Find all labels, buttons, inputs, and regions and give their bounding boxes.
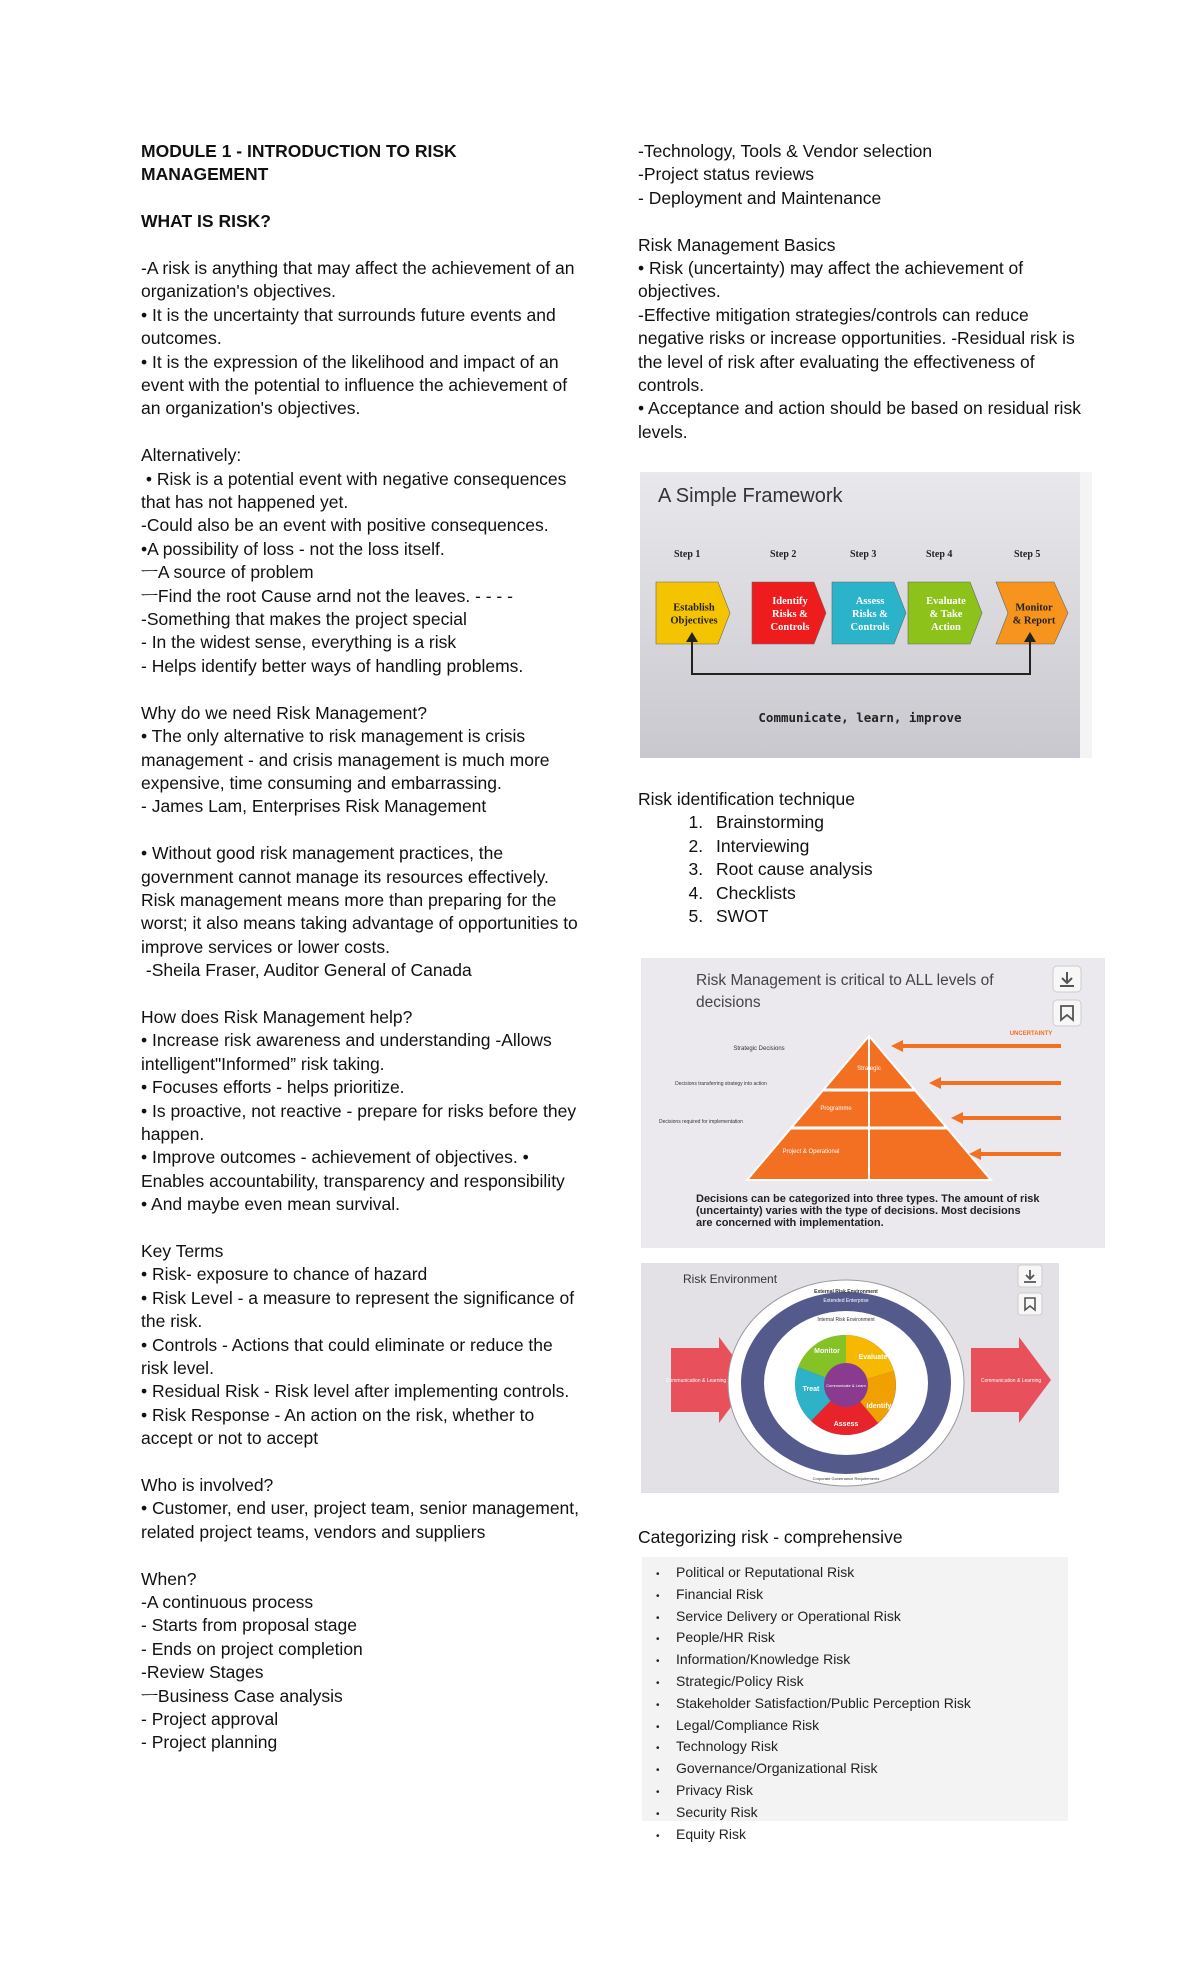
paragraph: ㅡA source of problem xyxy=(141,562,314,583)
category-text: Equity Risk xyxy=(676,1825,747,1842)
list-item: 3. Root cause analysis xyxy=(708,858,1098,881)
paragraph: •A possibility of loss - not the loss itself. xyxy=(141,538,445,559)
pyramid-caption: are concerned with implementation. xyxy=(696,1217,884,1229)
paragraph: • Risk- exposure to chance of hazard xyxy=(141,1264,428,1285)
paragraph: -Project status reviews xyxy=(638,164,815,185)
cycle-stage: Treat xyxy=(802,1386,820,1393)
who-heading: Who is involved? xyxy=(141,1475,274,1496)
bullet-icon: • xyxy=(656,1677,660,1689)
uncertainty-label: UNCERTAINTY xyxy=(1009,1031,1053,1037)
paragraph: • Risk Level - a measure to represent the significance of the risk. xyxy=(141,1287,575,1332)
key-terms-heading: Key Terms xyxy=(141,1240,224,1261)
paragraph: • It is the uncertainty that surrounds future events and outcomes. xyxy=(141,304,556,349)
step-text: Assess xyxy=(855,596,885,607)
identification-section xyxy=(638,788,1098,928)
cycle-center: Communicate & Learn xyxy=(826,1383,866,1388)
right-column xyxy=(638,140,1098,444)
step-text: Risks & xyxy=(852,609,888,620)
category-text: Security Risk xyxy=(676,1803,758,1820)
paragraph: - Helps identify better ways of handling problems. xyxy=(141,655,524,676)
what-is-risk-section xyxy=(141,257,581,421)
pyramid-caption: (uncertainty) varies with the type of decisions. Most decisions xyxy=(696,1205,1021,1217)
pyramid-left-label: Decisions transferring strategy into action xyxy=(675,1081,767,1087)
side-right-label: Communication & Learning xyxy=(980,1378,1042,1384)
paragraph: • Without good risk management practices, the government cannot manage its resources effectively. Risk management means more than preparing for the worst; it also means taking advantage of opportunities to improve services or lower costs. xyxy=(141,843,578,957)
paragraph: -Could also be an event with positive consequences. xyxy=(141,515,549,536)
list-item: 2. Interviewing xyxy=(708,835,1098,858)
category-item xyxy=(656,1607,1068,1629)
tier-label: Programme xyxy=(820,1106,852,1112)
download-icon[interactable] xyxy=(1018,1265,1042,1287)
step-text: Monitor xyxy=(1015,602,1053,614)
paragraph: -Sheila Fraser, Auditor General of Canada xyxy=(141,960,472,981)
list-item: 1. Brainstorming xyxy=(708,811,1098,834)
paragraph: -A risk is anything that may affect the achievement of an organization's objectives. xyxy=(141,258,575,302)
bottom-label: Corporate Governance Requirements xyxy=(812,1476,880,1481)
category-item xyxy=(656,1628,1068,1650)
paragraph: • And maybe even mean survival. xyxy=(141,1194,401,1215)
bullet-icon: • xyxy=(656,1634,660,1646)
paragraph: -A continuous process xyxy=(141,1592,314,1613)
step-label: Step 1 xyxy=(674,549,701,560)
step-text: Controls xyxy=(850,622,890,633)
category-item xyxy=(656,1672,1068,1694)
cycle-stage: Monitor xyxy=(814,1348,840,1355)
category-text: People/HR Risk xyxy=(676,1629,775,1646)
framework-title: A Simple Framework xyxy=(658,485,843,507)
bullet-icon: • xyxy=(656,1830,660,1842)
pyramid-title-1: Risk Management is critical to ALL levels of xyxy=(696,972,994,989)
category-text: Stakeholder Satisfaction/Public Perception Risk xyxy=(676,1694,971,1711)
pyramid-figure xyxy=(641,958,1105,1248)
category-item xyxy=(656,1737,1068,1759)
paragraph: - Deployment and Maintenance xyxy=(638,187,882,208)
bullet-icon: • xyxy=(656,1743,660,1755)
review-stages-continued xyxy=(638,140,1098,210)
environment-title: Risk Environment xyxy=(683,1272,778,1286)
bullet-icon: • xyxy=(656,1656,660,1668)
paragraph: ㅡFind the root Cause arnd not the leaves. - - - - xyxy=(141,585,513,606)
paragraph: • The only alternative to risk management is crisis management - and crisis management is much more expensive, time consuming and embarrassing. xyxy=(141,726,550,793)
step-text: Risks & xyxy=(772,609,808,620)
basics-heading: Risk Management Basics xyxy=(638,234,836,255)
category-item xyxy=(656,1585,1068,1607)
bullet-icon: • xyxy=(656,1612,660,1624)
paragraph: • Increase risk awareness and understanding -Allows intelligent"Informed” risk taking. xyxy=(141,1030,552,1074)
category-item xyxy=(656,1781,1068,1803)
how-section xyxy=(141,1006,581,1217)
category-text: Political or Reputational Risk xyxy=(676,1564,855,1580)
left-column xyxy=(141,140,581,1755)
category-text: Financial Risk xyxy=(676,1585,764,1602)
category-item xyxy=(656,1759,1068,1781)
paragraph: • Focuses efforts - helps prioritize. xyxy=(141,1077,405,1098)
cycle-stage: Evaluate xyxy=(858,1354,888,1361)
step-text: & Take xyxy=(929,609,963,620)
step-label: Step 5 xyxy=(1014,549,1041,560)
step-text: & Report xyxy=(1012,615,1056,627)
paragraph: • Risk (uncertainty) may affect the achievement of objectives. xyxy=(638,258,1024,302)
why-section xyxy=(141,702,581,819)
step-label: Step 2 xyxy=(770,549,797,560)
internal-label: Internal Risk Environment xyxy=(817,1317,875,1323)
when-section xyxy=(141,1568,581,1755)
category-text: Legal/Compliance Risk xyxy=(676,1716,820,1733)
category-item xyxy=(656,1803,1068,1825)
paragraph: - Project planning xyxy=(141,1732,278,1753)
category-text: Service Delivery or Operational Risk xyxy=(676,1607,901,1624)
pyramid-caption: Decisions can be categorized into three types. The amount of risk xyxy=(696,1193,1040,1205)
paragraph: - In the widest sense, everything is a risk xyxy=(141,632,457,653)
paragraph: • Improve outcomes - achievement of objectives. • Enables accountability, transparency and responsibility xyxy=(141,1147,565,1191)
pyramid-left-label: Strategic Decisions xyxy=(733,1046,785,1052)
identification-list xyxy=(638,811,1098,928)
quote-section xyxy=(141,842,581,982)
paragraph: - Starts from proposal stage xyxy=(141,1615,357,1636)
tier-label: Project & Operational xyxy=(782,1149,840,1155)
paragraph: ㅡBusiness Case analysis xyxy=(141,1685,343,1706)
alternatively-heading: Alternatively: xyxy=(141,445,242,466)
step-text: Identify xyxy=(772,596,808,607)
paragraph: -Review Stages xyxy=(141,1662,264,1683)
paragraph: • Controls - Actions that could eliminate or reduce the risk level. xyxy=(141,1334,553,1379)
tier-label: Strategic xyxy=(857,1066,881,1072)
paragraph: • It is the expression of the likelihood and impact of an event with the potential to influence the achievement of an organization's objectives. xyxy=(141,351,568,419)
pyramid-left-label: Decisions required for implementation xyxy=(659,1119,743,1125)
paragraph: • Acceptance and action should be based on residual risk levels. xyxy=(638,398,1081,442)
key-terms-section xyxy=(141,1240,581,1451)
paragraph: • Is proactive, not reactive - prepare for risks before they happen. xyxy=(141,1100,577,1144)
when-heading: When? xyxy=(141,1568,197,1589)
paragraph: -Technology, Tools & Vendor selection xyxy=(638,141,933,161)
paragraph: • Risk is a potential event with negative consequences that has not happened yet. xyxy=(141,468,572,513)
categorizing-heading: Categorizing risk - comprehensive xyxy=(638,1527,903,1547)
category-text: Privacy Risk xyxy=(676,1781,754,1798)
basics-section xyxy=(638,234,1098,445)
step-text: Controls xyxy=(770,622,810,633)
bookmark-icon[interactable] xyxy=(1018,1293,1042,1315)
category-text: Governance/Organizational Risk xyxy=(676,1760,878,1777)
cycle-stage: Assess xyxy=(833,1421,859,1428)
module-title: MODULE 1 - INTRODUCTION TO RISK MANAGEMENT xyxy=(141,141,457,185)
category-item xyxy=(656,1825,1068,1847)
external-label: External Risk Environment xyxy=(814,1289,878,1295)
step-label: Step 4 xyxy=(926,549,953,560)
bookmark-icon[interactable] xyxy=(1053,1000,1081,1026)
paragraph: -Something that makes the project special xyxy=(141,609,467,630)
identification-heading: Risk identification technique xyxy=(638,789,855,809)
paragraph: • Residual Risk - Risk level after implementing controls. xyxy=(141,1381,570,1402)
categorizing-list xyxy=(642,1557,1068,1842)
paragraph: • Customer, end user, project team, senior management, related project teams, vendors and suppliers xyxy=(141,1498,580,1542)
who-section xyxy=(141,1474,581,1544)
extended-label: Extended Enterprise xyxy=(823,1298,869,1304)
bullet-icon: • xyxy=(656,1721,660,1733)
category-item xyxy=(656,1563,1068,1585)
why-heading: Why do we need Risk Management? xyxy=(141,702,427,723)
category-item xyxy=(656,1650,1068,1672)
paragraph: - James Lam, Enterprises Risk Management xyxy=(141,796,487,817)
framework-footer: Communicate, learn, improve xyxy=(758,710,962,725)
what-is-risk-heading: WHAT IS RISK? xyxy=(141,211,271,232)
paragraph: - Project approval xyxy=(141,1709,279,1730)
bullet-icon: • xyxy=(656,1699,660,1711)
step-text: Establish xyxy=(673,602,715,614)
pyramid-title-2: decisions xyxy=(696,994,761,1011)
category-text: Information/Knowledge Risk xyxy=(676,1651,851,1668)
paragraph: - Ends on project completion xyxy=(141,1638,363,1659)
bullet-icon: • xyxy=(656,1808,660,1820)
simple-framework-figure xyxy=(640,472,1092,758)
how-heading: How does Risk Management help? xyxy=(141,1006,413,1027)
bullet-icon: • xyxy=(656,1765,660,1777)
bullet-icon: • xyxy=(656,1569,660,1580)
download-icon[interactable] xyxy=(1053,966,1081,992)
list-item: 4. Checklists xyxy=(708,882,1098,905)
category-text: Strategic/Policy Risk xyxy=(676,1672,804,1689)
category-item xyxy=(656,1716,1068,1738)
alternatively-section xyxy=(141,444,581,678)
step-text: Objectives xyxy=(670,615,718,627)
paragraph: -Effective mitigation strategies/controls can reduce negative risks or increase opportunities. -Residual risk is the level of risk after evaluating the effectiveness of controls. xyxy=(638,304,1075,396)
category-text: Technology Risk xyxy=(676,1738,778,1755)
cycle-stage: Identify xyxy=(866,1403,892,1410)
step-text: Evaluate xyxy=(926,596,966,607)
list-item: 5. SWOT xyxy=(708,905,1098,928)
risk-environment-figure xyxy=(641,1263,1059,1493)
bullet-icon: • xyxy=(656,1786,660,1798)
bullet-icon: • xyxy=(656,1590,660,1602)
category-item xyxy=(656,1694,1068,1716)
paragraph: • Risk Response - An action on the risk, whether to accept or not to accept xyxy=(141,1404,535,1449)
side-left-label: Communication & Learning xyxy=(665,1378,727,1384)
step-text: Action xyxy=(931,622,961,633)
step-label: Step 3 xyxy=(850,549,877,560)
